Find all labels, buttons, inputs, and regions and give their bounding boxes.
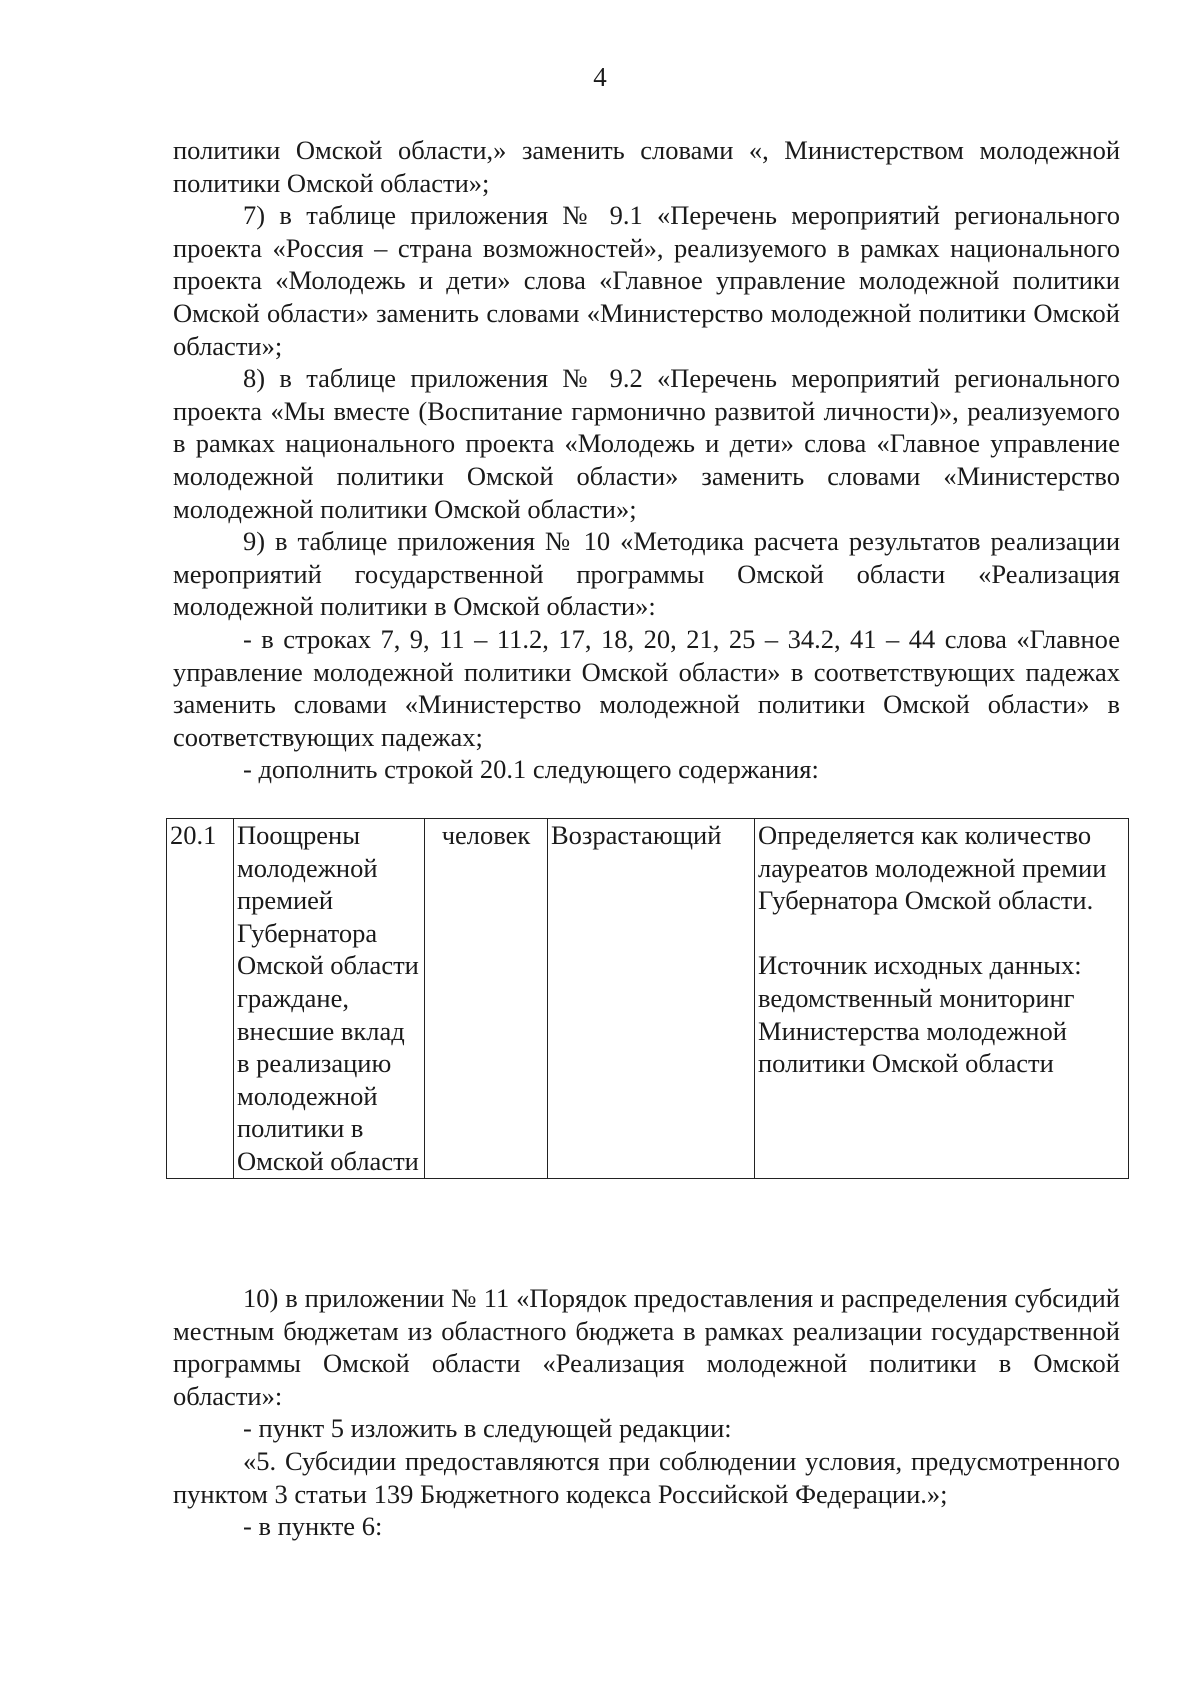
- row-number-cell: 20.1: [167, 819, 234, 1179]
- paragraph-point-6: - в пункте 6:: [243, 1511, 383, 1542]
- paragraph-continuation: политики Омской области,» заменить словами «, Министерством молодежной политики Омской области»;: [173, 135, 1120, 198]
- paragraph-item-8: 8) в таблице приложения № 9.2 «Перечень мероприятий регионального проекта «Мы вместе (Воспитание гармонично развитой личности)», реализуемого в рамках национального проекта «Молодежь и дети» слова «Главное управление молодежной политики Омской области» заменить словами «Министерство молодежной политики Омской области»;: [173, 363, 1120, 524]
- paragraph-item-7: 7) в таблице приложения № 9.1 «Перечень мероприятий регионального проекта «Россия – страна возможностей», реализуемого в рамках национального проекта «Молодежь и дети» слова «Главное управление молодежной политики Омской области» заменить словами «Министерство молодежной политики Омской области»;: [173, 200, 1120, 361]
- paragraph-rows-replace: - в строках 7, 9, 11 – 11.2, 17, 18, 20, 21, 25 – 34.2, 41 – 44 слова «Главное управление молодежной политики Омской области» в соответствующих падежах заменить словами «Министерство молодежной политики Омской области» в соответствующих падежах;: [173, 623, 1120, 752]
- description-text: Определяется как количество лауреатов молодежной премии Губернатора Омской области.: [758, 820, 1107, 916]
- page-number: 4: [593, 62, 607, 92]
- top-text-block: [173, 134, 1120, 786]
- unit-cell: человек: [425, 819, 548, 1179]
- trend-cell: Возрастающий: [548, 819, 755, 1179]
- table-row: [167, 819, 1129, 1179]
- indicator-name-cell: Поощрены молодежной премией Губернатора Омской области граждане, внесшие вклад в реализацию молодежной политики в Омской области: [234, 819, 425, 1179]
- paragraph-point-5: - пункт 5 изложить в следующей редакции:: [243, 1413, 732, 1444]
- paragraph-add-row: - дополнить строкой 20.1 следующего содержания:: [243, 754, 819, 785]
- paragraph-item-9: 9) в таблице приложения № 10 «Методика расчета результатов реализации мероприятий государственной программы Омской области «Реализация молодежной политики в Омской области»:: [173, 526, 1120, 622]
- bottom-text-block: [173, 1282, 1120, 1543]
- source-text: Источник исходных данных: ведомственный мониторинг Министерства молодежной политики Омской области: [758, 950, 1082, 1079]
- description-cell: [755, 819, 1129, 1179]
- inserted-row-table: [166, 818, 1129, 1179]
- paragraph-point-5-text: «5. Субсидии предоставляются при соблюдении условия, предусмотренного пунктом 3 статьи 139 Бюджетного кодекса Российской Федерации.»;: [173, 1445, 1120, 1509]
- paragraph-item-10: 10) в приложении № 11 «Порядок предоставления и распределения субсидий местным бюджетам из областного бюджета в рамках реализации государственной программы Омской области «Реализация молодежной политики в Омской области»:: [173, 1283, 1120, 1411]
